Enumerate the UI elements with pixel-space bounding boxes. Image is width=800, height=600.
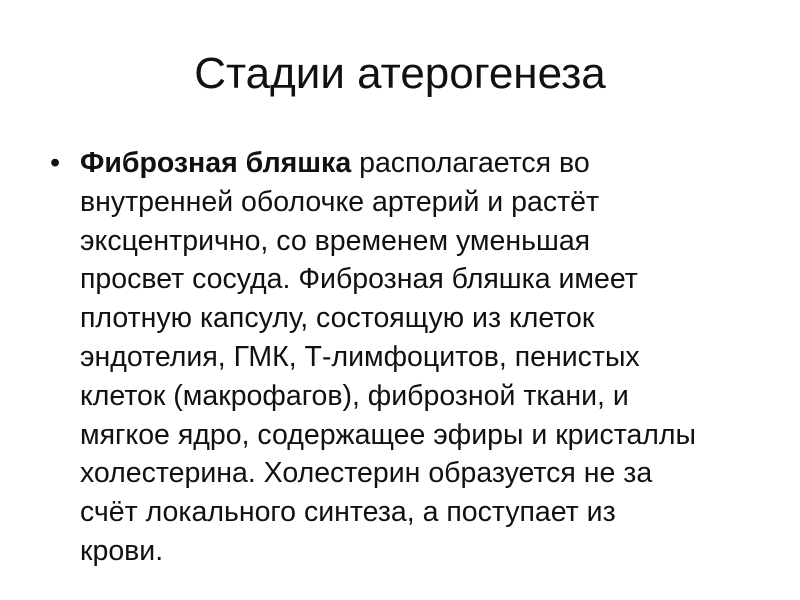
bold-lead-text: Фиброзная бляшка <box>80 147 352 179</box>
bullet-line-1-rest: располагается во <box>351 147 590 179</box>
bullet-line-7: клеток (макрофагов), фиброзной ткани, и <box>80 379 629 412</box>
bullet-line-8: мягкое ядро, содержащее эфиры и кристаллы <box>80 418 697 451</box>
bullet-line-6: эндотелия, ГМК, Т-лимфоцитов, пенистых <box>80 340 640 373</box>
bullet-line-9: холестерина. Холестерин образуется не за <box>80 457 653 490</box>
bullet-text <box>80 144 762 571</box>
bullet-item <box>50 144 762 571</box>
slide-title: Стадии атерогенеза <box>194 49 606 98</box>
bullet-line-10: счёт локального синтеза, а поступает из <box>80 496 616 529</box>
bullet-line-3: эксцентрично, со временем уменьшая <box>80 224 591 257</box>
bullet-line-4: просвет сосуда. Фиброзная бляшка имеет <box>80 263 638 296</box>
bullet-line-1 <box>80 144 762 183</box>
slide-content <box>50 144 762 571</box>
bullet-line-11: крови. <box>80 534 164 567</box>
bullet-line-5: плотную капсулу, состоящую из клеток <box>80 302 595 335</box>
bullet-line-2: внутренней оболочке артерий и растёт <box>80 185 600 218</box>
bullet-marker: • <box>50 147 61 179</box>
